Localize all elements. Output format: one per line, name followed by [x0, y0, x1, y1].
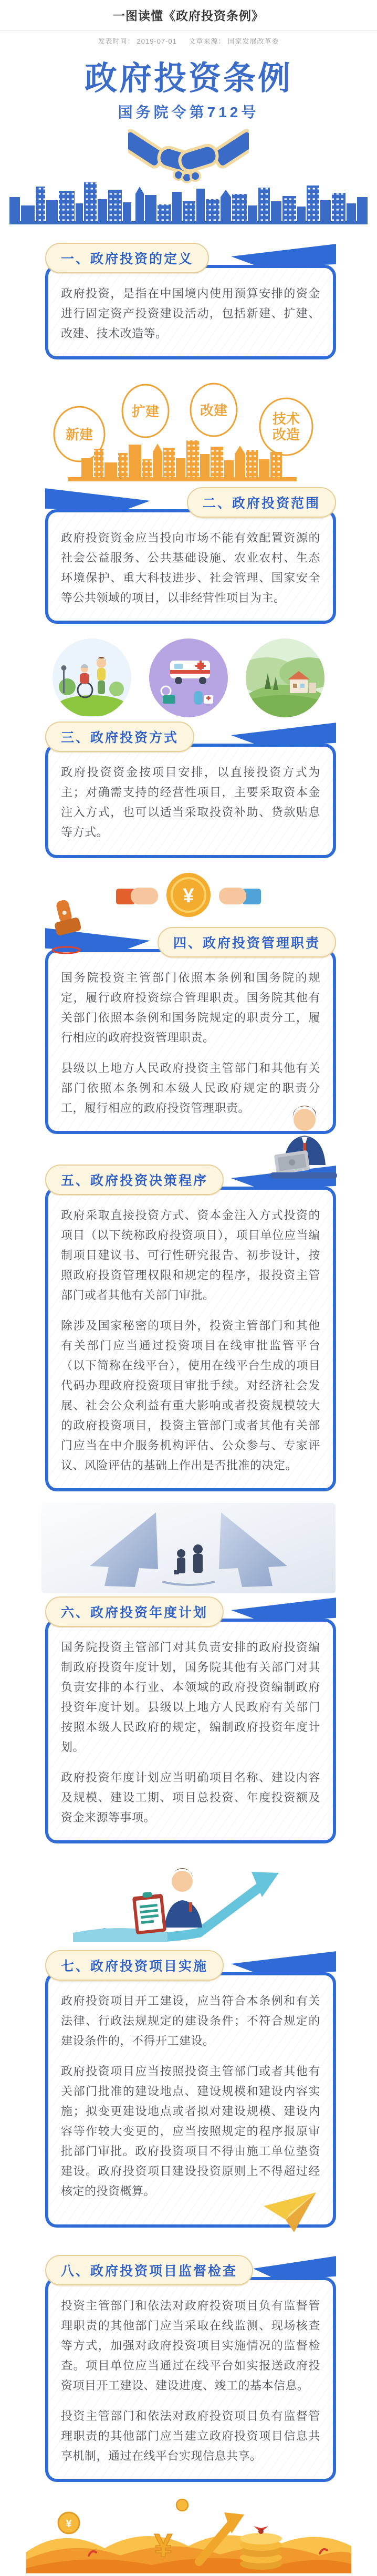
poster-subtitle: 国务院令第712号: [118, 104, 259, 121]
section-decision-box: [45, 1187, 336, 1491]
section-definition-header: [45, 243, 336, 273]
section-methods-header: [45, 722, 336, 752]
mode-label-expand: 扩建: [131, 404, 160, 420]
section-duties-title: 四、政府投资管理职责: [158, 927, 336, 957]
source-label: 文章来源：: [188, 37, 226, 45]
paper-plane-icon: [261, 2190, 319, 2237]
section-definition-title: 一、政府投资的定义: [45, 243, 209, 273]
arrow-decoration: [45, 488, 150, 512]
footer-coin-yen: ¥: [66, 2518, 72, 2530]
office-worker-illustration: [260, 1098, 344, 1184]
arrow-decoration: [231, 1951, 336, 1975]
arrow-decoration: [231, 244, 336, 268]
coin-hands-illustration: [115, 868, 262, 925]
section-methods-box: [45, 744, 336, 858]
section-supervision-box: [45, 2277, 336, 2482]
paragraph: 政府投资项目开工建设，应当符合本条例和有关法律、行政法规规定的建设条件；不符合规定的建设条件的，不得开工建设。: [61, 1994, 320, 2048]
mode-label-new: 新建: [65, 427, 93, 443]
section-scope: [45, 487, 336, 624]
section-annual-plan-header: [45, 1596, 336, 1627]
paragraph: 政府投资资金按项目安排，以直接投资方式为主；对确需支持的经营性项目，主要采取资本金注入方式，也可以适当采取投资补助、贷款贴息等方式。: [61, 766, 320, 839]
paragraph: 县级以上地方人民政府投资主管部门和其他有关部门依照本条例和本级人民政府规定的职责分工，履行相应的政府投资管理职责。: [61, 1062, 320, 1115]
section-definition-box: [45, 265, 336, 359]
paragraph: 国务院投资主管部门对其负责安排的政府投资编制政府投资年度计划，国务院其他有关部门对其负责安排的本行业、本领域的政府投资编制政府投资年度计划。县级以上地方人民政府有关部门按照本级人民政府的规定，编制政府投资年度计划。: [61, 1641, 320, 1754]
poster-main-title: 政府投资条例: [84, 60, 292, 97]
plan-presenter-illustration: [41, 1854, 336, 1945]
section-annual-plan: [45, 1596, 336, 1843]
article-meta: [0, 36, 377, 46]
article-header: [0, 0, 377, 46]
elder-care-photo: [53, 638, 131, 717]
mode-label-rebuild: 改建: [200, 403, 228, 419]
section-decision: [45, 1165, 336, 1491]
medical-service-photo: [149, 638, 228, 717]
section-methods: [45, 722, 336, 858]
paragraph: 政府采取直接投资方式、资本金注入方式投资的项目（以下统称政府投资项目），项目单位应当编制项目建议书、可行性研究报告、初步设计，按照政府投资管理权限和规定的程序，报投资主管部门或者其他有关部门审批。: [61, 1209, 320, 1302]
paragraph: 政府投资资金应当投向市场不能有效配置资源的社会公益服务、公共基础设施、农业农村、生态环境保护、重大科技进步、社会管理、国家安全等公共领域的项目，以非经营性项目为主。: [61, 531, 320, 605]
paragraph: 政府投资年度计划应当明确项目名称、建设内容及规模、建设工期、项目总投资、年度投资额及资金来源等事项。: [61, 1771, 320, 1825]
section-definition: [45, 243, 336, 359]
section-implementation-title: 七、政府投资项目实施: [45, 1950, 224, 1981]
section-scope-box: [45, 509, 336, 624]
arrow-decoration: [231, 1598, 336, 1622]
section-supervision: [45, 2255, 336, 2482]
section-scope-title: 二、政府投资范围: [187, 487, 336, 518]
source-name: 国家发展改革委: [227, 37, 279, 45]
section-implementation-header: [45, 1950, 336, 1981]
coin-yen-symbol: ¥: [183, 885, 194, 908]
paragraph: 政府投资，是指在中国境内使用预算安排的资金进行固定资产投资建设活动，包括新建、扩建、改建、技术改造等。: [61, 287, 320, 341]
public-service-illustrations: [0, 638, 377, 717]
section-methods-title: 三、政府投资方式: [45, 722, 194, 752]
countryside-photo: [246, 638, 324, 717]
handshake-icon: [128, 125, 249, 191]
section-implementation: [45, 1950, 336, 2228]
publish-date: 2019-07-01: [137, 37, 177, 45]
mode-label-tech-1: 技术: [272, 411, 300, 427]
footer-coins-banner: [26, 2493, 351, 2576]
page-title: 一图读懂《政府投资条例》: [113, 9, 264, 23]
paragraph: 政府投资项目应当按照投资主管部门或者其他有关部门批准的建设地点、建设规模和建设内容实施；拟变更建设地点或者拟对建设规模、建设内容等作较大变更的，应当按照规定的程序报原审批部门审批。政府投资项目不得由施工单位垫资建设。政府投资项目建设投资原则上不得超过经核定的投资概算。: [61, 2065, 320, 2198]
section-scope-header: [45, 487, 336, 518]
section-decision-title: 五、政府投资决策程序: [45, 1165, 224, 1195]
decision-arrows-photo: [41, 1503, 336, 1593]
arrow-decoration: [253, 2256, 336, 2280]
section-annual-plan-box: [45, 1619, 336, 1843]
footer-yen-symbol: ¥: [154, 2528, 173, 2564]
paragraph: 除涉及国家秘密的项目外，投资主管部门和其他有关部门应当通过投资项目在线审批监管平台（以下简称在线平台），使用在线平台生成的项目代码办理政府投资项目审批手续。对经济社会发展、社会公众利益有重大影响或者投资规模较大的政府投资项目，投资主管部门或者其他有关部门应当在中介服务机构评估、公众参与、专家评议、风险评估的基础上作出是否批准的决定。: [61, 1319, 320, 1472]
section-implementation-box: [45, 1972, 336, 2228]
paragraph: 投资主管部门和依法对政府投资项目负有监督管理职责的其他部门应当采取在线监测、现场核查等方式，加强对政府投资项目实施情况的监督检查。项目单位应当通过在线平台如实报送政府投资项目开工建设、建设进度、竣工的基本信息。: [61, 2299, 320, 2393]
mode-label-tech-2: 改造: [272, 427, 300, 443]
arrow-decoration: [231, 723, 336, 747]
section-supervision-header: [45, 2255, 336, 2285]
paragraph: 国务院投资主管部门依照本条例和国务院的规定，履行政府投资综合管理职责。国务院其他有关部门依照本条例和国务院规定的职责分工，履行相应的政府投资管理职责。: [61, 971, 320, 1045]
section-duties: [45, 927, 336, 1134]
publish-time-label: 发表时间：: [98, 37, 135, 45]
investment-modes-illustration: [31, 370, 346, 484]
section-annual-plan-title: 六、政府投资年度计划: [45, 1596, 224, 1627]
stamp-icon: [43, 897, 93, 962]
poster-masthead: [0, 61, 377, 227]
paragraph: 投资主管部门和依法对政府投资项目负有监督管理职责的其他部门应当建立政府投资项目信息共享机制，通过在线平台实现信息共享。: [61, 2409, 320, 2463]
section-supervision-title: 八、政府投资项目监督检查: [45, 2255, 253, 2285]
